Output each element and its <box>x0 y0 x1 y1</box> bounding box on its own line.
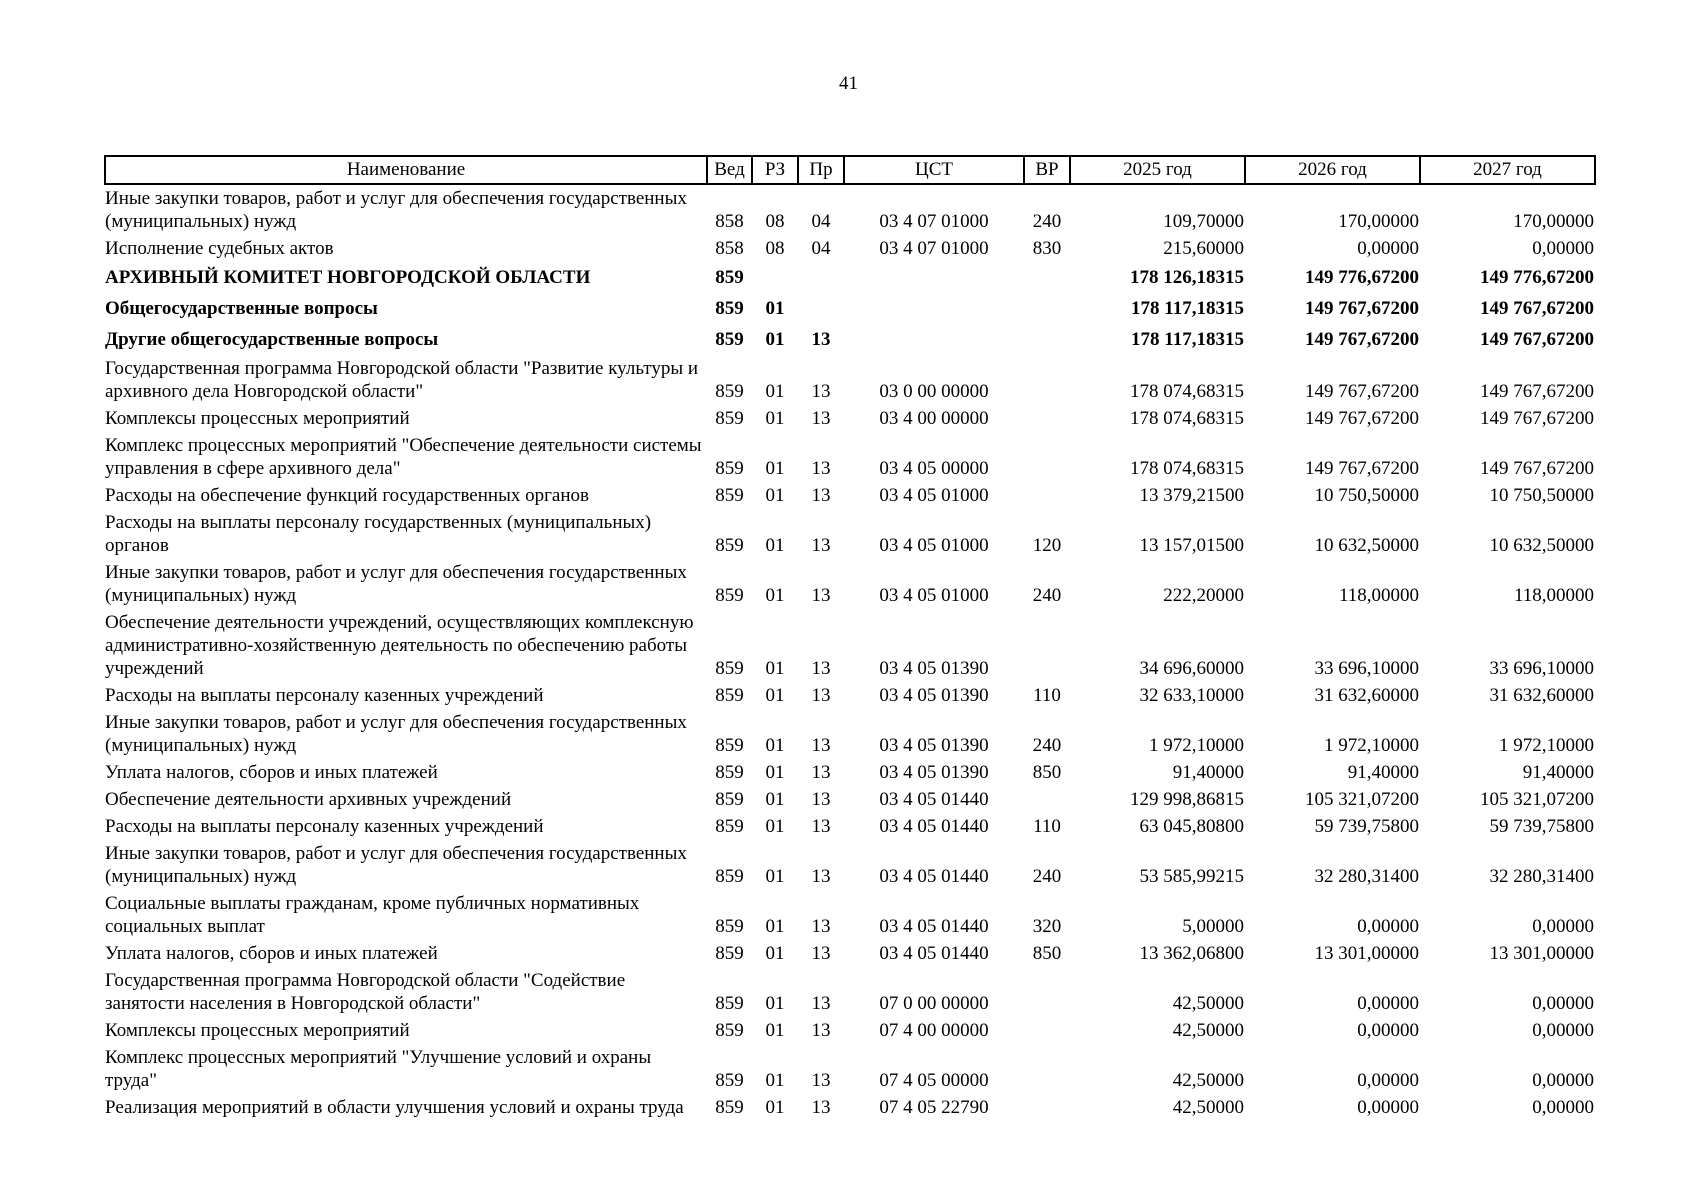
table-row <box>105 509 1595 559</box>
row-value-2027: 149 767,67200 <box>1480 329 1594 350</box>
table-row <box>105 405 1595 432</box>
row-name: Исполнение судебных актов <box>105 238 334 259</box>
header-cst: ЦСТ <box>844 156 1024 184</box>
row-ved: 858 <box>715 211 744 232</box>
row-value-2026: 91,40000 <box>1347 762 1419 783</box>
row-value-2025: 129 998,86815 <box>1130 789 1244 810</box>
row-ved: 859 <box>715 685 744 706</box>
row-vr <box>1024 482 1070 509</box>
row-value-2026: 149 767,67200 <box>1305 408 1419 429</box>
row-value-2025: 178 117,18315 <box>1131 298 1244 319</box>
row-value-2025: 178 074,68315 <box>1130 408 1244 429</box>
row-value-2025: 13 362,06800 <box>1139 943 1244 964</box>
row-vr: 850 <box>1032 762 1062 783</box>
table-row <box>105 786 1595 813</box>
row-ved: 859 <box>715 458 744 479</box>
row-cst: 03 4 05 01440 <box>879 916 989 937</box>
row-rz: 01 <box>765 381 785 402</box>
row-value-2026: 0,00000 <box>1357 238 1419 259</box>
row-ved: 859 <box>715 866 744 887</box>
row-value-2026: 13 301,00000 <box>1314 943 1419 964</box>
table-row <box>105 813 1595 840</box>
row-value-2026: 33 696,10000 <box>1314 658 1419 679</box>
row-value-2027: 59 739,75800 <box>1489 816 1594 837</box>
row-rz: 01 <box>765 1020 785 1041</box>
table-row <box>105 235 1595 262</box>
row-value-2025: 91,40000 <box>1172 762 1244 783</box>
row-rz: 01 <box>765 789 785 810</box>
row-ved: 859 <box>715 993 744 1014</box>
table-row <box>105 324 1595 355</box>
row-cst: 03 4 05 01390 <box>879 735 989 756</box>
row-cst: 07 4 05 22790 <box>879 1097 989 1118</box>
row-value-2027: 0,00000 <box>1532 993 1594 1014</box>
row-name: Уплата налогов, сборов и иных платежей <box>105 943 438 964</box>
budget-table <box>104 155 1596 1121</box>
row-name: Комплексы процессных мероприятий <box>105 408 410 429</box>
row-cst: 03 4 05 00000 <box>879 458 989 479</box>
row-value-2025: 5,00000 <box>1182 916 1244 937</box>
table-row <box>105 759 1595 786</box>
row-vr: 240 <box>1032 585 1062 606</box>
row-pr: 13 <box>811 458 831 479</box>
row-rz: 01 <box>765 585 785 606</box>
row-value-2026: 32 280,31400 <box>1314 866 1419 887</box>
row-value-2026: 170,00000 <box>1338 211 1419 232</box>
row-value-2026: 0,00000 <box>1357 993 1419 1014</box>
row-value-2026: 149 776,67200 <box>1305 267 1419 288</box>
row-vr: 240 <box>1032 866 1062 887</box>
row-pr: 13 <box>811 762 831 783</box>
row-value-2025: 53 585,99215 <box>1139 866 1244 887</box>
row-name: АРХИВНЫЙ КОМИТЕТ НОВГОРОДСКОЙ ОБЛАСТИ <box>105 267 591 288</box>
row-pr: 13 <box>811 735 831 756</box>
table-row <box>105 709 1595 759</box>
table-row <box>105 482 1595 509</box>
row-ved: 859 <box>715 381 744 402</box>
row-name: Другие общегосударственные вопросы <box>105 329 439 350</box>
row-name: Иные закупки товаров, работ и услуг для обеспечения государственных (муниципальных) нужд <box>105 712 687 756</box>
row-value-2027: 118,00000 <box>1513 585 1594 606</box>
header-2025: 2025 год <box>1070 156 1245 184</box>
row-pr: 13 <box>811 658 831 679</box>
row-cst: 03 4 05 01390 <box>879 658 989 679</box>
row-ved: 859 <box>715 1097 744 1118</box>
table-row <box>105 184 1595 235</box>
row-vr <box>1024 262 1070 293</box>
row-pr: 04 <box>811 211 831 232</box>
row-value-2025: 215,60000 <box>1163 238 1244 259</box>
row-rz <box>752 262 798 293</box>
row-name: Государственная программа Новгородской области "Содействие занятости населения в Новгородской области" <box>105 970 626 1014</box>
row-cst: 03 4 07 01000 <box>879 211 989 232</box>
row-pr: 13 <box>811 585 831 606</box>
row-rz: 01 <box>765 535 785 556</box>
row-value-2026: 149 767,67200 <box>1305 458 1419 479</box>
row-vr <box>1024 432 1070 482</box>
row-value-2025: 34 696,60000 <box>1139 658 1244 679</box>
row-name: Иные закупки товаров, работ и услуг для обеспечения государственных (муниципальных) нужд <box>105 188 687 232</box>
row-rz: 01 <box>765 1070 785 1091</box>
row-rz: 01 <box>765 658 785 679</box>
row-vr <box>1024 1044 1070 1094</box>
row-ved: 859 <box>715 1020 744 1041</box>
row-value-2027: 10 632,50000 <box>1489 535 1594 556</box>
table-row <box>105 840 1595 890</box>
row-name: Обеспечение деятельности учреждений, осуществляющих комплексную административно-хозяйственную деятельность по обеспечению работы учреждений <box>105 612 694 679</box>
row-name: Государственная программа Новгородской области "Развитие культуры и архивного дела Новгородской области" <box>105 358 699 402</box>
row-value-2027: 0,00000 <box>1532 1070 1594 1091</box>
row-vr <box>1024 609 1070 682</box>
row-ved: 859 <box>715 816 744 837</box>
row-cst: 03 4 05 01000 <box>879 535 989 556</box>
row-value-2026: 149 767,67200 <box>1305 298 1419 319</box>
row-ved: 858 <box>715 238 744 259</box>
row-cst: 03 0 00 00000 <box>879 381 989 402</box>
row-value-2026: 59 739,75800 <box>1314 816 1419 837</box>
row-value-2027: 0,00000 <box>1532 916 1594 937</box>
row-cst: 03 4 05 01000 <box>879 485 989 506</box>
row-name: Иные закупки товаров, работ и услуг для обеспечения государственных (муниципальных) нужд <box>105 843 687 887</box>
row-rz: 01 <box>765 1097 785 1118</box>
row-rz: 01 <box>765 943 785 964</box>
header-2027: 2027 год <box>1420 156 1595 184</box>
row-value-2027: 170,00000 <box>1513 211 1594 232</box>
row-value-2027: 31 632,60000 <box>1489 685 1594 706</box>
table-row <box>105 940 1595 967</box>
row-pr: 13 <box>811 916 831 937</box>
row-name: Обеспечение деятельности архивных учреждений <box>105 789 512 810</box>
row-cst <box>844 324 1024 355</box>
row-vr: 830 <box>1032 238 1062 259</box>
row-cst <box>844 262 1024 293</box>
row-rz: 08 <box>765 238 785 259</box>
row-value-2026: 105 321,07200 <box>1305 789 1419 810</box>
row-value-2025: 178 074,68315 <box>1130 381 1244 402</box>
row-pr: 13 <box>811 1097 831 1118</box>
row-ved: 859 <box>715 762 744 783</box>
row-cst: 03 4 05 01440 <box>879 943 989 964</box>
row-rz: 01 <box>765 735 785 756</box>
header-2026: 2026 год <box>1245 156 1420 184</box>
row-rz: 01 <box>765 485 785 506</box>
row-name: Расходы на обеспечение функций государственных органов <box>105 485 589 506</box>
row-pr <box>798 293 844 324</box>
row-value-2025: 42,50000 <box>1172 1020 1244 1041</box>
row-name: Комплекс процессных мероприятий "Обеспечение деятельности системы управления в сфере архивного дела" <box>105 435 702 479</box>
table-row <box>105 1044 1595 1094</box>
row-value-2026: 149 767,67200 <box>1305 329 1419 350</box>
row-value-2027: 149 767,67200 <box>1480 381 1594 402</box>
table-header <box>105 156 1595 184</box>
row-ved: 859 <box>715 267 744 288</box>
row-value-2026: 149 767,67200 <box>1305 381 1419 402</box>
row-vr <box>1024 786 1070 813</box>
row-cst: 03 4 05 01440 <box>879 866 989 887</box>
row-pr: 13 <box>811 685 831 706</box>
row-ved: 859 <box>715 408 744 429</box>
row-name: Уплата налогов, сборов и иных платежей <box>105 762 438 783</box>
row-ved: 859 <box>715 789 744 810</box>
row-value-2027: 33 696,10000 <box>1489 658 1594 679</box>
row-ved: 859 <box>715 658 744 679</box>
row-vr: 110 <box>1033 685 1061 706</box>
row-name: Расходы на выплаты персоналу казенных учреждений <box>105 685 544 706</box>
table-row <box>105 890 1595 940</box>
row-cst: 03 4 00 00000 <box>879 408 989 429</box>
row-value-2027: 32 280,31400 <box>1489 866 1594 887</box>
table-row <box>105 1094 1595 1121</box>
row-ved: 859 <box>715 329 744 350</box>
row-value-2025: 178 117,18315 <box>1131 329 1244 350</box>
row-ved: 859 <box>715 298 744 319</box>
table-row <box>105 262 1595 293</box>
row-value-2026: 10 632,50000 <box>1314 535 1419 556</box>
row-value-2027: 0,00000 <box>1532 238 1594 259</box>
row-name: Комплексы процессных мероприятий <box>105 1020 410 1041</box>
row-value-2025: 42,50000 <box>1172 1097 1244 1118</box>
row-cst: 07 4 00 00000 <box>879 1020 989 1041</box>
row-vr: 120 <box>1032 535 1062 556</box>
row-vr: 110 <box>1033 816 1061 837</box>
row-name: Общегосударственные вопросы <box>105 298 378 319</box>
row-vr <box>1024 1094 1070 1121</box>
row-ved: 859 <box>715 943 744 964</box>
row-pr: 13 <box>811 408 831 429</box>
row-value-2026: 10 750,50000 <box>1314 485 1419 506</box>
table-row <box>105 355 1595 405</box>
row-vr: 320 <box>1032 916 1062 937</box>
row-value-2027: 149 767,67200 <box>1480 408 1594 429</box>
row-value-2025: 32 633,10000 <box>1139 685 1244 706</box>
table-row <box>105 609 1595 682</box>
table-row <box>105 682 1595 709</box>
page-number: 41 <box>839 73 858 94</box>
table-body <box>105 184 1595 1121</box>
row-rz: 01 <box>765 298 785 319</box>
row-value-2026: 118,00000 <box>1338 585 1419 606</box>
row-value-2026: 0,00000 <box>1357 1070 1419 1091</box>
row-value-2025: 63 045,80800 <box>1139 816 1244 837</box>
row-value-2026: 0,00000 <box>1357 1020 1419 1041</box>
row-name: Расходы на выплаты персоналу казенных учреждений <box>105 816 544 837</box>
row-value-2025: 13 379,21500 <box>1139 485 1244 506</box>
row-ved: 859 <box>715 585 744 606</box>
row-ved: 859 <box>715 1070 744 1091</box>
row-value-2026: 1 972,10000 <box>1324 735 1419 756</box>
row-value-2026: 0,00000 <box>1357 1097 1419 1118</box>
row-pr: 13 <box>811 943 831 964</box>
header-ved: Вед <box>707 156 752 184</box>
row-value-2027: 105 321,07200 <box>1480 789 1594 810</box>
row-pr <box>798 262 844 293</box>
row-cst: 07 4 05 00000 <box>879 1070 989 1091</box>
row-value-2027: 0,00000 <box>1532 1020 1594 1041</box>
row-vr <box>1024 293 1070 324</box>
row-rz: 01 <box>765 458 785 479</box>
row-name: Иные закупки товаров, работ и услуг для обеспечения государственных (муниципальных) нужд <box>105 562 687 606</box>
row-pr: 13 <box>811 993 831 1014</box>
row-rz: 08 <box>765 211 785 232</box>
row-rz: 01 <box>765 993 785 1014</box>
row-value-2027: 149 767,67200 <box>1480 458 1594 479</box>
row-rz: 01 <box>765 762 785 783</box>
row-value-2027: 149 776,67200 <box>1480 267 1594 288</box>
row-pr: 13 <box>811 866 831 887</box>
row-value-2026: 0,00000 <box>1357 916 1419 937</box>
row-value-2025: 42,50000 <box>1172 1070 1244 1091</box>
row-vr <box>1024 355 1070 405</box>
row-vr <box>1024 405 1070 432</box>
row-name: Реализация мероприятий в области улучшения условий и охраны труда <box>105 1097 684 1118</box>
row-value-2025: 178 126,18315 <box>1130 267 1244 288</box>
row-pr: 13 <box>811 1070 831 1091</box>
row-vr: 850 <box>1032 943 1062 964</box>
row-pr: 13 <box>811 816 831 837</box>
row-pr: 13 <box>811 789 831 810</box>
row-ved: 859 <box>715 485 744 506</box>
row-pr: 13 <box>811 1020 831 1041</box>
row-value-2025: 13 157,01500 <box>1139 535 1244 556</box>
row-pr: 04 <box>811 238 831 259</box>
table-row <box>105 559 1595 609</box>
table-row <box>105 1017 1595 1044</box>
row-pr: 13 <box>811 485 831 506</box>
row-vr <box>1024 1017 1070 1044</box>
row-vr <box>1024 967 1070 1017</box>
row-value-2025: 109,70000 <box>1163 211 1244 232</box>
row-cst: 03 4 05 01440 <box>879 789 989 810</box>
row-cst: 07 0 00 00000 <box>879 993 989 1014</box>
row-rz: 01 <box>765 866 785 887</box>
header-name: Наименование <box>105 156 707 184</box>
row-value-2027: 149 767,67200 <box>1480 298 1594 319</box>
row-pr: 13 <box>811 329 831 350</box>
row-value-2025: 1 972,10000 <box>1149 735 1244 756</box>
table-row <box>105 432 1595 482</box>
row-value-2025: 178 074,68315 <box>1130 458 1244 479</box>
row-cst <box>844 293 1024 324</box>
row-cst: 03 4 07 01000 <box>879 238 989 259</box>
header-vr: ВР <box>1024 156 1070 184</box>
row-name: Социальные выплаты гражданам, кроме публичных нормативных социальных выплат <box>105 893 640 937</box>
table-row <box>105 293 1595 324</box>
row-value-2027: 1 972,10000 <box>1499 735 1594 756</box>
row-vr: 240 <box>1032 735 1062 756</box>
row-ved: 859 <box>715 916 744 937</box>
row-value-2026: 31 632,60000 <box>1314 685 1419 706</box>
row-cst: 03 4 05 01390 <box>879 762 989 783</box>
row-vr: 240 <box>1032 211 1062 232</box>
row-value-2027: 10 750,50000 <box>1489 485 1594 506</box>
row-cst: 03 4 05 01390 <box>879 685 989 706</box>
row-value-2025: 222,20000 <box>1163 585 1244 606</box>
row-ved: 859 <box>715 535 744 556</box>
row-cst: 03 4 05 01440 <box>879 816 989 837</box>
row-rz: 01 <box>765 685 785 706</box>
row-rz: 01 <box>765 329 785 350</box>
row-rz: 01 <box>765 816 785 837</box>
row-value-2027: 0,00000 <box>1532 1097 1594 1118</box>
header-pr: Пр <box>798 156 844 184</box>
row-value-2027: 13 301,00000 <box>1489 943 1594 964</box>
row-value-2025: 42,50000 <box>1172 993 1244 1014</box>
row-vr <box>1024 324 1070 355</box>
table-row <box>105 967 1595 1017</box>
row-name: Комплекс процессных мероприятий "Улучшение условий и охраны труда" <box>105 1047 652 1091</box>
header-rz: РЗ <box>752 156 798 184</box>
row-rz: 01 <box>765 916 785 937</box>
row-ved: 859 <box>715 735 744 756</box>
row-pr: 13 <box>811 381 831 402</box>
row-name: Расходы на выплаты персоналу государственных (муниципальных) органов <box>105 512 652 556</box>
row-rz: 01 <box>765 408 785 429</box>
row-cst: 03 4 05 01000 <box>879 585 989 606</box>
row-pr: 13 <box>811 535 831 556</box>
row-value-2027: 91,40000 <box>1522 762 1594 783</box>
